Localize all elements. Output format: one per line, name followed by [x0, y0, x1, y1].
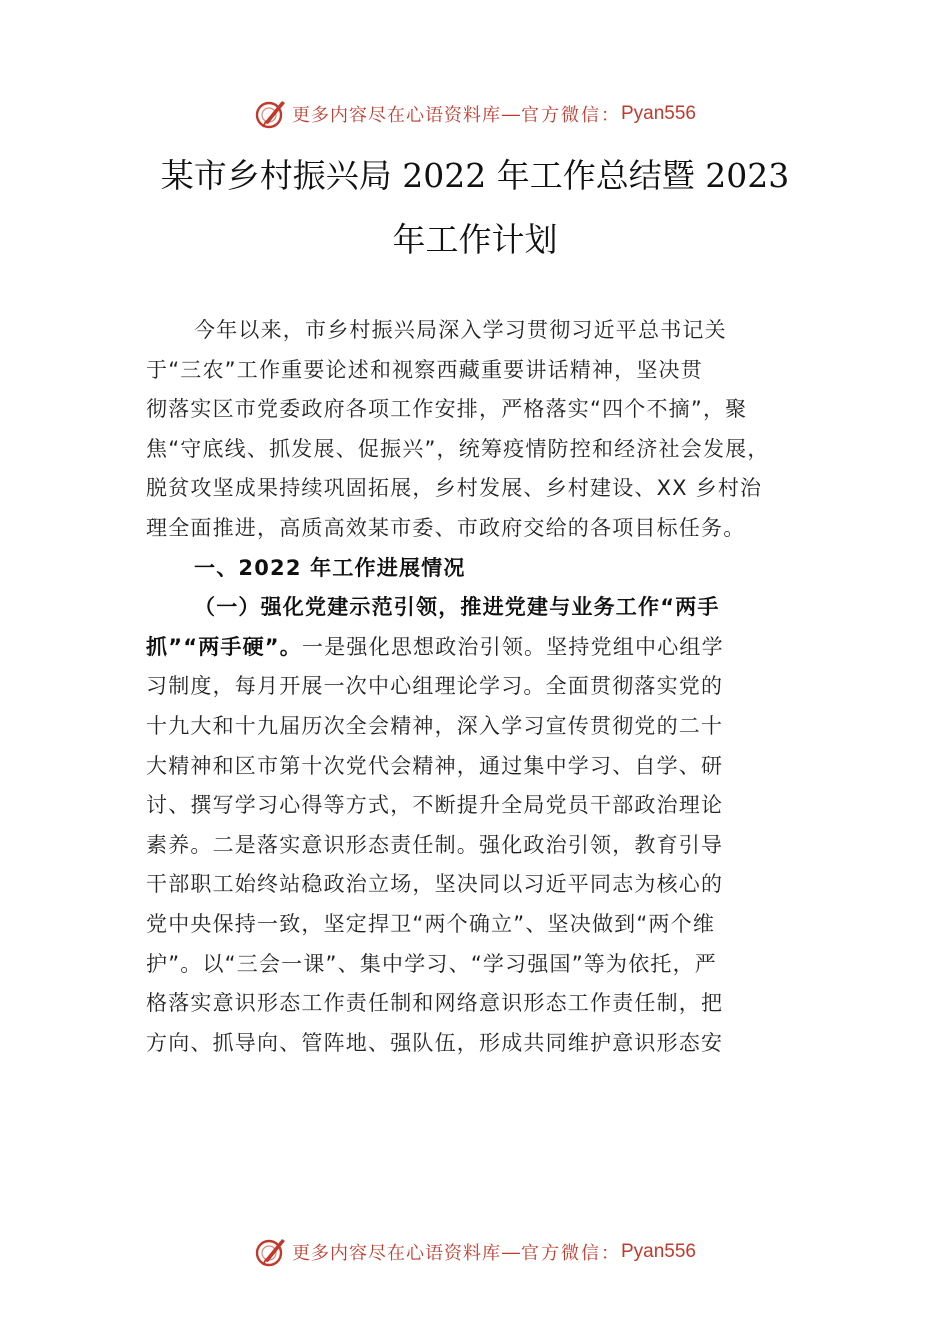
paragraph-line: 脱贫攻坚成果持续巩固拓展，乡村发展、乡村建设、XX 乡村治: [146, 476, 763, 501]
sub-heading-tail: 抓”“两手硬”。: [146, 634, 303, 659]
paragraph-line: [146, 628, 836, 668]
watermark-wechat-label: 官方微信：: [520, 105, 621, 126]
watermark-main-text: 更多内容尽在心语资料库: [291, 105, 501, 126]
paragraph-line: 素养。二是落实意识形态责任制。强化政治引领，教育引导: [146, 832, 724, 857]
header-watermark: [0, 94, 950, 134]
paragraph-line: 讨、撰写学习心得等方式，不断提升全局党员干部政治理论: [146, 793, 724, 818]
paragraph-line: 方向、抓导向、管阵地、强队伍，形成共同维护意识形态安: [146, 1030, 724, 1055]
paragraph-line: 焦“守底线、抓发展、促振兴”，统筹疫情防控和经济社会发展，: [146, 436, 770, 461]
footer-watermark: [0, 1232, 950, 1272]
paragraph-line: 党中央保持一致，坚定捍卫“两个确立”、坚决做到“两个维: [146, 911, 716, 936]
paragraph-line: 理全面推进，高质高效某市委、市政府交给的各项目标任务。: [146, 515, 746, 540]
paragraph-text: 一是强化思想政治引领。坚持党组中心组学: [302, 634, 724, 659]
paragraph-line: 今年以来，市乡村振兴局深入学习贯彻习近平总书记关: [194, 318, 727, 342]
document-title-line1: 某市乡村振兴局 2022 年工作总结暨 2023: [160, 156, 790, 195]
watermark-main-text: 更多内容尽在心语资料库: [291, 1243, 501, 1264]
paragraph-line: 于“三农”工作重要论述和视察西藏重要讲话精神，坚决贯: [146, 357, 703, 382]
paragraph-line: 彻落实区市党委政府各项工作安排，严格落实“四个不摘”，聚: [146, 397, 748, 422]
sub-heading-line: （一）强化党建示范引领，推进党建与业务工作“两手: [194, 595, 720, 620]
paragraph-line: 习制度，每月开展一次中心组理论学习。全面贯彻落实党的: [146, 674, 724, 699]
section-heading: 一、2022 年工作进展情况: [194, 555, 466, 580]
watermark-wechat-id: Pyan556: [620, 103, 696, 124]
paragraph-line: 大精神和区市第十次党代会精神，通过集中学习、自学、研: [146, 753, 724, 778]
paragraph-line: 干部职工始终站稳政治立场，坚决同以习近平同志为核心的: [146, 872, 724, 897]
paragraph-line: 十九大和十九届历次全会精神，深入学习宣传贯彻党的二十: [146, 713, 724, 738]
watermark-wechat-label: 官方微信：: [520, 1243, 621, 1264]
watermark-separator: —: [501, 1241, 520, 1262]
watermark-wechat-id: Pyan556: [620, 1241, 696, 1262]
paragraph-line: 格落实意识形态工作责任制和网络意识形态工作责任制，把: [146, 991, 724, 1016]
quill-circle-icon: [254, 1235, 288, 1269]
paragraph-line: 护”。以“三会一课”、集中学习、“学习强国”等为依托，严: [146, 951, 717, 976]
quill-circle-icon: [254, 97, 288, 131]
watermark-separator: —: [501, 103, 520, 124]
document-body: [146, 311, 836, 1063]
document-title-line2: 年工作计划: [392, 220, 558, 259]
